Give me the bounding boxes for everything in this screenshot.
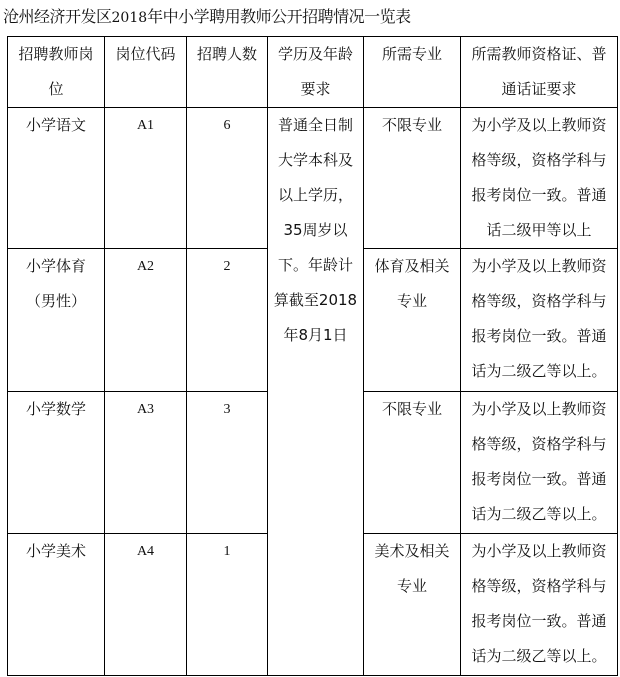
cell-certificate <box>461 249 618 392</box>
cell-major <box>364 392 461 534</box>
cell-text: 体育及相关 <box>374 257 450 275</box>
cell-text: 话为二级乙等以上。 <box>471 505 607 523</box>
cell-text: 为小学及以上教师资 <box>471 116 607 134</box>
cell-text: 话为二级乙等以上。 <box>471 362 607 380</box>
cell-position <box>8 249 105 392</box>
cell-text: 小学语文 <box>25 116 86 134</box>
header-text: 所需教师资格证、普 <box>471 45 607 63</box>
header-text: 位 <box>48 80 64 98</box>
cell-text: 为小学及以上教师资 <box>471 542 607 560</box>
cell-text: 算截至2018 <box>273 291 358 309</box>
cell-text: 话二级甲等以上 <box>486 221 592 239</box>
cell-count: 2 <box>187 249 268 392</box>
document-title <box>3 5 411 30</box>
cell-code: A1 <box>105 108 187 249</box>
cell-certificate <box>461 392 618 534</box>
header-text: 招聘教师岗 <box>18 45 94 63</box>
cell-text: 话为二级乙等以上。 <box>471 647 607 665</box>
cell-text: 以上学历， <box>277 186 353 204</box>
header-position <box>8 37 105 108</box>
header-text: 所需专业 <box>381 45 442 63</box>
cell-text: 报考岗位一致。普通 <box>471 612 607 630</box>
cell-text: 小学数学 <box>25 400 86 418</box>
cell-text: 大学本科及 <box>277 151 353 169</box>
cell-major <box>364 249 461 392</box>
cell-certificate <box>461 534 618 676</box>
header-text: 岗位代码 <box>115 45 176 63</box>
cell-code: A3 <box>105 392 187 534</box>
cell-text: 报考岗位一致。普通 <box>471 186 607 204</box>
cell-position <box>8 392 105 534</box>
cell-education-requirement <box>268 108 364 676</box>
cell-text: 不限专业 <box>381 400 442 418</box>
table-header-row <box>8 37 618 108</box>
cell-text: 小学美术 <box>25 542 86 560</box>
cell-code: A4 <box>105 534 187 676</box>
cell-text: 下。年龄计 <box>277 256 353 274</box>
header-certificate <box>461 37 618 108</box>
table-row <box>8 108 618 249</box>
cell-text: 专业 <box>396 292 427 310</box>
cell-text: 普通全日制 <box>277 116 353 134</box>
cell-text: 格等级，资格学科与 <box>471 292 607 310</box>
cell-code: A2 <box>105 249 187 392</box>
header-major <box>364 37 461 108</box>
header-code <box>105 37 187 108</box>
cell-text: 为小学及以上教师资 <box>471 257 607 275</box>
header-text: 学历及年龄 <box>277 45 353 63</box>
cell-position <box>8 534 105 676</box>
title-prefix: 沧州经济开发区 <box>3 7 112 26</box>
cell-text: （男性） <box>25 292 86 310</box>
header-text: 通话证要求 <box>501 80 577 98</box>
cell-count: 6 <box>187 108 268 249</box>
header-education <box>268 37 364 108</box>
cell-text: 报考岗位一致。普通 <box>471 327 607 345</box>
cell-count: 1 <box>187 534 268 676</box>
cell-text: 年8月1日 <box>283 326 348 344</box>
cell-text: 专业 <box>396 577 427 595</box>
title-year: 2018 <box>111 10 148 26</box>
header-count <box>187 37 268 108</box>
cell-text: 格等级，资格学科与 <box>471 151 607 169</box>
cell-text: 不限专业 <box>381 116 442 134</box>
cell-text: 为小学及以上教师资 <box>471 400 607 418</box>
cell-text: 美术及相关 <box>374 542 450 560</box>
title-suffix: 年中小学聘用教师公开招聘情况一览表 <box>147 7 411 26</box>
cell-text: 格等级，资格学科与 <box>471 577 607 595</box>
cell-position <box>8 108 105 249</box>
cell-text: 格等级，资格学科与 <box>471 435 607 453</box>
cell-text: 小学体育 <box>25 257 86 275</box>
cell-text: 35周岁以 <box>283 221 348 239</box>
cell-count: 3 <box>187 392 268 534</box>
cell-text: 报考岗位一致。普通 <box>471 470 607 488</box>
cell-major <box>364 534 461 676</box>
cell-major <box>364 108 461 249</box>
recruitment-table <box>7 36 618 676</box>
header-text: 招聘人数 <box>196 45 257 63</box>
header-text: 要求 <box>300 80 331 98</box>
cell-certificate <box>461 108 618 249</box>
